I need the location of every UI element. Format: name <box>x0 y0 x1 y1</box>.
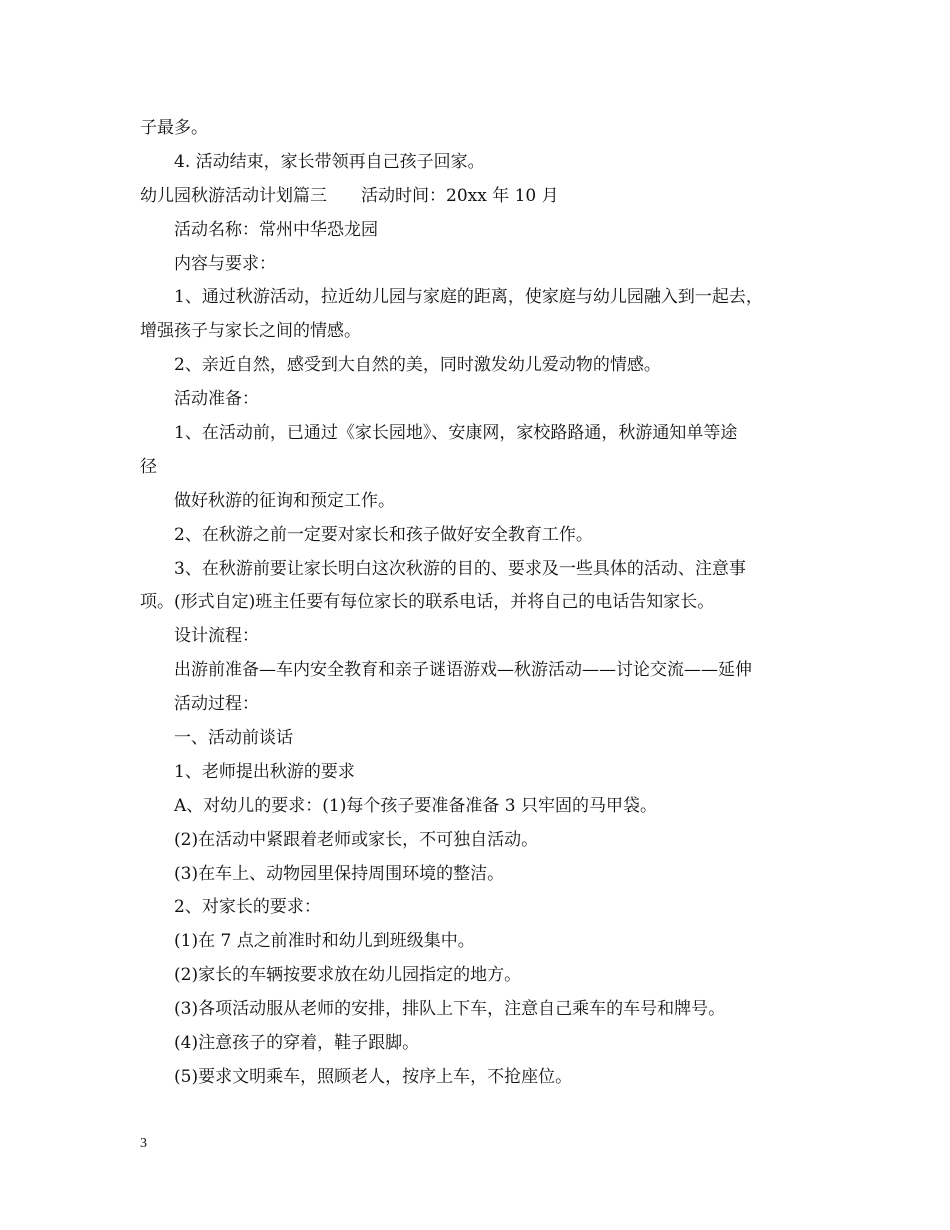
text-line: 活动过程： <box>174 694 259 715</box>
text-line: 1、在活动前，已通过《家长园地》、安康网，家校路路通，秋游通知单等途 <box>174 423 738 444</box>
text-line: 一、活动前谈话 <box>174 728 293 749</box>
text-line: 子最多。 <box>140 118 208 138</box>
text-line: 项。(形式自定)班主任要有每位家长的联系电话，并将自己的电话告知家长。 <box>140 592 715 613</box>
text-line: 内容与要求： <box>174 253 276 274</box>
text-line: 1、通过秋游活动，拉近幼儿园与家庭的距离，使家庭与幼儿园融入到一起去， <box>174 287 763 308</box>
text-line: 1、老师提出秋游的要求 <box>174 761 355 782</box>
text-line: 设计流程： <box>174 626 259 647</box>
text-line: 幼儿园秋游活动计划篇三 活动时间：20xx 年 10 月 <box>140 185 559 206</box>
text-line: 活动名称：常州中华恐龙园 <box>174 219 378 240</box>
text-line: (4)注意孩子的穿着，鞋子跟脚。 <box>174 1033 420 1054</box>
text-line: 2、亲近自然，感受到大自然的美，同时激发幼儿爱动物的情感。 <box>174 355 661 376</box>
text-line: 做好秋游的征询和预定工作。 <box>174 490 395 511</box>
text-line: 4. 活动结束，家长带领再自己孩子回家。 <box>174 151 485 172</box>
text-line: 2、对家长的要求： <box>174 897 321 918</box>
document-body <box>140 112 830 1095</box>
text-line: A、对幼儿的要求：(1)每个孩子要准备准备 3 只牢固的马甲袋。 <box>174 795 657 816</box>
text-line: 出游前准备—车内安全教育和亲子谜语游戏—秋游活动——讨论交流——延伸 <box>174 660 752 681</box>
text-line: (3)各项活动服从老师的安排，排队上下车，注意自己乘车的车号和牌号。 <box>174 999 726 1020</box>
text-line: (2)家长的车辆按要求放在幼儿园指定的地方。 <box>174 965 522 986</box>
text-line: 活动准备： <box>174 389 259 410</box>
text-line: (3)在车上、动物园里保持周围环境的整洁。 <box>174 863 505 884</box>
text-line: (1)在 7 点之前准时和幼儿到班级集中。 <box>174 931 475 952</box>
text-line: 径 <box>140 456 157 477</box>
text-line: 3、在秋游前要让家长明白这次秋游的目的、要求及一些具体的活动、注意事 <box>174 558 746 579</box>
text-line: 增强孩子与家长之间的情感。 <box>140 321 361 342</box>
text-line: (2)在活动中紧跟着老师或家长，不可独自活动。 <box>174 829 539 850</box>
text-line: (5)要求文明乘车，照顾老人，按序上车，不抢座位。 <box>174 1066 573 1087</box>
text-line: 2、在秋游之前一定要对家长和孩子做好安全教育工作。 <box>174 524 593 545</box>
page-number: 3 <box>140 1136 147 1151</box>
